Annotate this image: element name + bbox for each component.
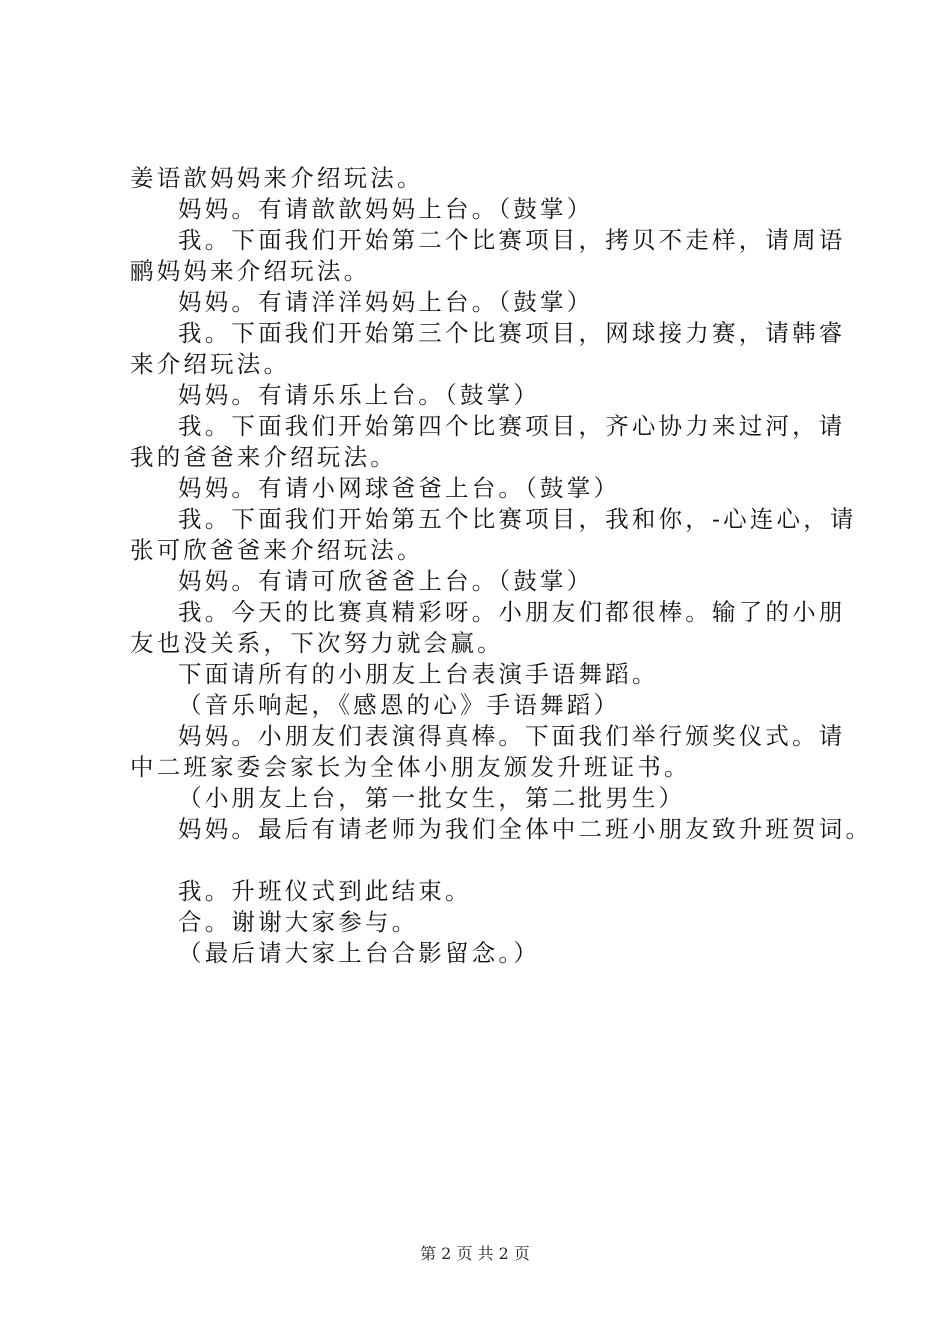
text-line: （最后请大家上台合影留念。） xyxy=(178,939,541,967)
text-line: 我。下面我们开始第五个比赛项目，我和你，-心连心，请 xyxy=(178,505,857,533)
text-line: 鹂妈妈来介绍玩法。 xyxy=(130,257,371,285)
text-line: 我。下面我们开始第二个比赛项目，拷贝不走样，请周语 xyxy=(178,226,846,254)
text-line: （音乐响起，《感恩的心》手语舞蹈） xyxy=(178,691,621,719)
document-body xyxy=(130,163,873,969)
text-line: 妈妈。最后有请老师为我们全体中二班小朋友致升班贺词。 xyxy=(178,815,873,843)
text-line: 妈妈。有请可欣爸爸上台。（鼓掌） xyxy=(178,567,594,595)
text-line: 来介绍玩法。 xyxy=(130,350,291,378)
page-number-footer: 第 2 页 共 2 页 xyxy=(420,1244,530,1263)
text-line: 妈妈。有请乐乐上台。（鼓掌） xyxy=(178,381,541,409)
text-line: 我。下面我们开始第四个比赛项目，齐心协力来过河，请 xyxy=(178,412,846,440)
text-line: 合。谢谢大家参与。 xyxy=(178,908,419,936)
text-line: 友也没关系，下次努力就会赢。 xyxy=(130,629,504,657)
text-line: 我。今天的比赛真精彩呀。小朋友们都很棒。输了的小朋 xyxy=(178,598,846,626)
text-line: 我。升班仪式到此结束。 xyxy=(178,877,472,905)
text-line: 我的爸爸来介绍玩法。 xyxy=(130,443,397,471)
text-line: （小朋友上台，第一批女生，第二批男生） xyxy=(178,784,686,812)
text-line: 妈妈。有请歆歆妈妈上台。（鼓掌） xyxy=(178,195,594,223)
text-line: 妈妈。有请洋洋妈妈上台。（鼓掌） xyxy=(178,288,594,316)
text-line: 下面请所有的小朋友上台表演手语舞蹈。 xyxy=(178,660,659,688)
text-line: 姜语歆妈妈来介绍玩法。 xyxy=(130,164,424,192)
text-line: 妈妈。小朋友们表演得真棒。下面我们举行颁奖仪式。请 xyxy=(178,722,846,750)
text-line: 妈妈。有请小网球爸爸上台。（鼓掌） xyxy=(178,474,621,502)
blank-line xyxy=(130,845,850,876)
text-line: 我。下面我们开始第三个比赛项目，网球接力赛，请韩睿 xyxy=(178,319,846,347)
text-line: 中二班家委会家长为全体小朋友颁发升班证书。 xyxy=(130,753,691,781)
text-line: 张可欣爸爸来介绍玩法。 xyxy=(130,536,424,564)
